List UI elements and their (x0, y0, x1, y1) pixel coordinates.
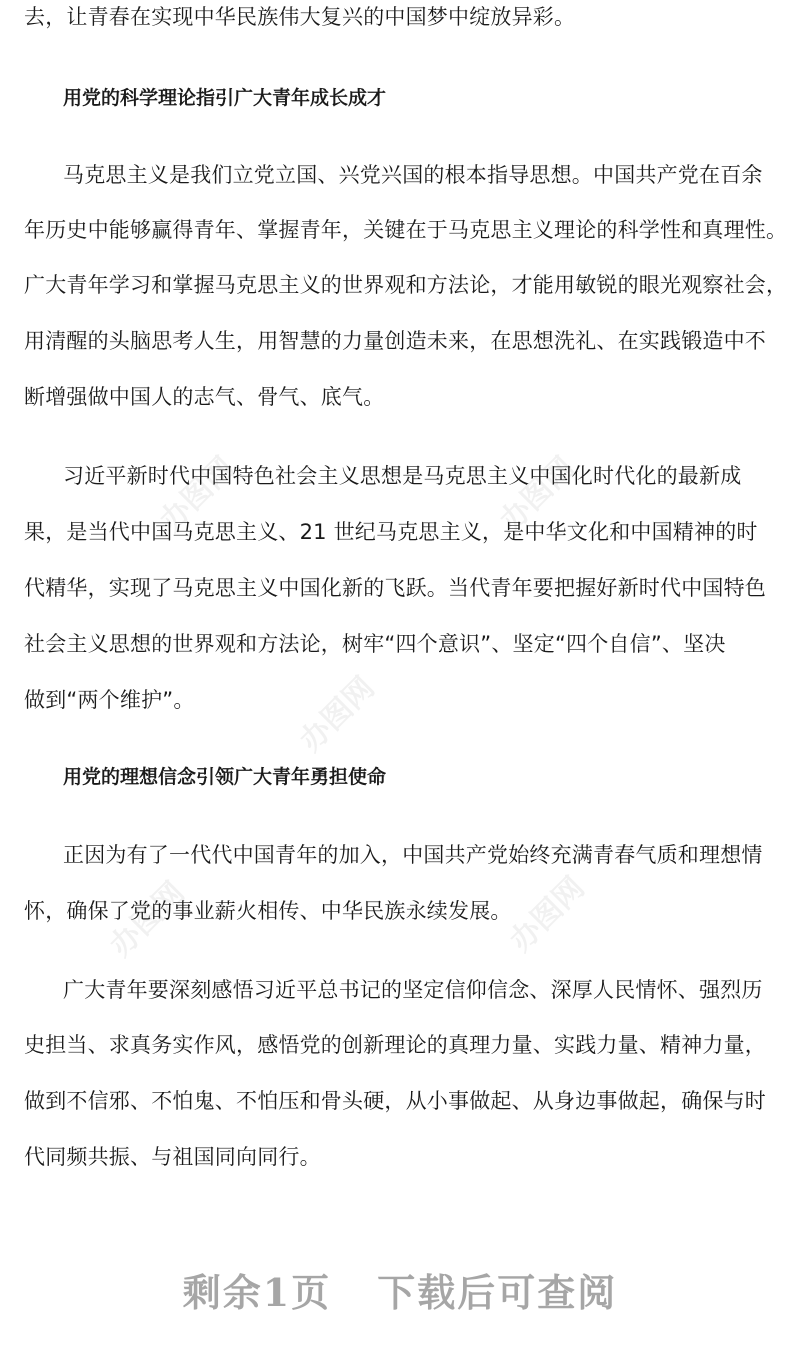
section-heading-1: 用党的科学理论指引广大青年成长成才 (63, 87, 387, 109)
watermark: 办图网 (503, 870, 592, 959)
watermark: 办图网 (493, 450, 582, 539)
paragraph-line: 广大青年学习和掌握马克思主义的世界观和方法论，才能用敏锐的眼光观察社会， (24, 273, 788, 297)
paragraph-line: 做到不信邪、不怕鬼、不怕压和骨头硬，从小事做起、从身边事做起，确保与时 (24, 1089, 766, 1113)
paragraph-line: 马克思主义是我们立党立国、兴党兴国的根本指导思想。中国共产党在百余 (63, 163, 763, 187)
paragraph-line: 代精华，实现了马克思主义中国化新的飞跃。当代青年要把握好新时代中国特色 (24, 576, 766, 600)
paragraph-line: 正因为有了一代代中国青年的加入，中国共产党始终充满青春气质和理想情 (63, 843, 763, 867)
paragraph-line: 社会主义思想的世界观和方法论，树牢“四个意识”、坚定“四个自信”、坚决 (24, 632, 726, 656)
intro-text-line: 去，让青春在实现中华民族伟大复兴的中国梦中绽放异彩。 (24, 5, 576, 29)
download-to-view-label[interactable]: 下载后可查阅 (377, 1270, 618, 1315)
paragraph-line: 断增强做中国人的志气、骨气、底气。 (24, 385, 385, 409)
paragraph-line: 年历史中能够赢得青年、掌握青年，关键在于马克思主义理论的科学性和真理性。 (24, 218, 788, 242)
paragraph-line: 广大青年要深刻感悟习近平总书记的坚定信仰信念、深厚人民情怀、强烈历 (63, 978, 763, 1002)
paragraph-line: 果，是当代中国马克思主义、21 世纪马克思主义，是中华文化和中国精神的时 (24, 520, 758, 544)
paragraph-line: 史担当、求真务实作风，感悟党的创新理论的真理力量、实践力量、精神力量， (24, 1033, 766, 1057)
watermark: 办图网 (293, 670, 382, 759)
watermark: 办图网 (103, 875, 192, 964)
paragraph-line: 做到“两个维护”。 (24, 688, 195, 712)
paragraph-line: 用清醒的头脑思考人生，用智慧的力量创造未来，在思想洗礼、在实践锻造中不 (24, 329, 766, 353)
watermark: 办图网 (153, 450, 242, 539)
remaining-pages-label: 剩余1页 (182, 1270, 332, 1315)
paragraph-line: 代同频共振、与祖国同向同行。 (24, 1145, 321, 1169)
section-heading-2: 用党的理想信念引领广大青年勇担使命 (63, 766, 387, 788)
paragraph-line: 习近平新时代中国特色社会主义思想是马克思主义中国化时代化的最新成 (63, 464, 742, 488)
paragraph-line: 怀，确保了党的事业薪火相传、中华民族永续发展。 (24, 899, 512, 923)
download-banner[interactable] (0, 1262, 800, 1317)
